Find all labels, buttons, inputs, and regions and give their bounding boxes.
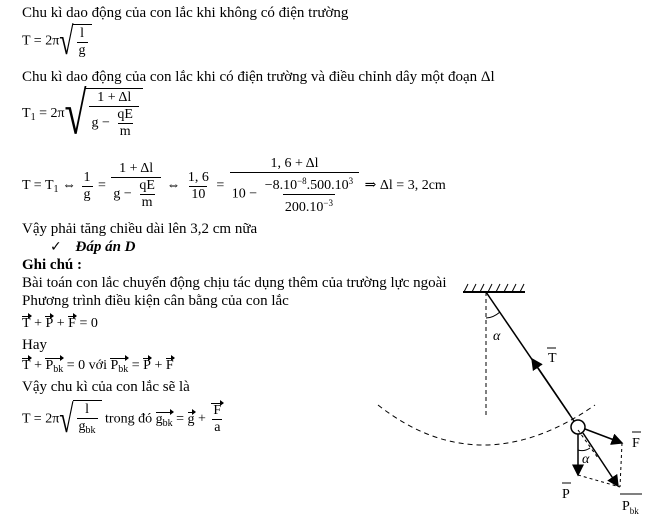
eq: = (128, 358, 144, 373)
tension-arrow (532, 359, 570, 415)
f1-den: g (83, 186, 91, 202)
eq: = (172, 411, 188, 427)
check-icon: ✓ (50, 239, 62, 255)
parallelogram-line-1 (578, 475, 620, 487)
f4-inner-num-b: .500.10 (306, 178, 349, 193)
label-Pbk (622, 499, 639, 516)
pbk2-sub: bk (118, 364, 129, 375)
chain-result: ⇒ Δl = 3, 2cm (361, 178, 446, 194)
angle-arc-bottom (578, 448, 590, 451)
formula-period-with-field: $T_1 = 2\pi$ √ 1 + Δl g − $\frac{qE}{m}$ (22, 88, 143, 140)
vec-gbk (156, 412, 173, 429)
vec-P: P (45, 316, 54, 331)
text-line-4: Vậy chu kì của con lắc sẽ là (22, 379, 190, 395)
pbk-sub: bk (53, 364, 64, 375)
f4-den (230, 172, 359, 216)
f2-inner-den: m (141, 195, 153, 210)
angle-arc-top (486, 312, 500, 318)
formula-eq: = 2π (35, 106, 65, 122)
f1-num: 1 (83, 169, 91, 185)
f4-inner-num-exp2: 3 (348, 176, 354, 186)
frac-num: 1 + Δl (97, 90, 132, 105)
trong-do: trong đó (101, 411, 156, 427)
parallelogram-line-2 (620, 443, 622, 487)
answer-line (50, 238, 136, 256)
formula-lhs: T (22, 106, 31, 122)
note-line-1: Bài toán con lắc chuyển động chịu tác dụng thêm của trường lực ngoài (22, 275, 447, 291)
label-T: T (548, 351, 557, 366)
frac-F: F (213, 403, 222, 418)
frac-num: l (85, 402, 89, 417)
chain-lhs-sub: 1 (53, 184, 59, 196)
ceiling-support (463, 284, 525, 292)
chain-iff2: ⇔ (162, 178, 184, 194)
formula-period-effective: T = 2π √ $\frac{l}{g_{bk}}$ trong đó $g_{bk} = g$ + $\frac{F}{a}$ (22, 397, 222, 441)
label-Pbk-sub: bk (629, 506, 639, 516)
plus: + (194, 411, 210, 427)
f2-den (111, 177, 160, 211)
inner-num: qE (117, 107, 133, 122)
vec-F: F (165, 358, 174, 373)
inner-den: m (119, 124, 131, 139)
vec-T: T (22, 358, 31, 373)
chain-lhs: T = T (22, 178, 54, 194)
gbk-sub: bk (162, 417, 173, 429)
frac-a: a (214, 420, 221, 435)
text-line-2: Chu kì dao động của con lắc khi có điện trường và điều chỉnh dây một đoạn Δl (22, 69, 495, 85)
formula-period-no-field: T = 2π √ $\frac{l}{g}$ (22, 24, 92, 59)
gbk-letter: g (155, 411, 163, 427)
label-F: F (632, 436, 640, 451)
plus: + (53, 316, 69, 331)
f2-inner-num: qE (139, 178, 155, 193)
eq-zero: = 0 (75, 316, 98, 331)
f4-num: 1, 6 + Δl (270, 156, 319, 171)
vec-g: g (187, 411, 195, 427)
f2-den-g: g − (113, 186, 136, 202)
f4-inner-den-exp: −3 (323, 198, 333, 208)
text-hay: Hay (22, 337, 47, 353)
equation-balance (22, 316, 98, 332)
f2-num: 1 + Δl (119, 161, 154, 176)
frac-den: g (78, 43, 86, 58)
f4-inner-den-a: 200.10 (284, 200, 324, 215)
chain-eq: = (212, 178, 228, 194)
frac-num: l (80, 26, 84, 41)
formula-equality-chain: $T = T_1$ ⇔ $\frac{1}{g}$ = 1 + Δl g − $\frac{qE}{m}$ ⇔ $\frac{1, 6}{10}$ = 1, 6 + Δl 10 − $\frac{-8.10^{-8}.500.10^3}{200.10^{-3}}$ ⇒ Δl = 3, 2cm (22, 156, 446, 215)
vec-Pbk (45, 358, 63, 375)
f4-inner-num (263, 173, 355, 194)
vec-F: F (68, 316, 76, 331)
plus: + (30, 316, 46, 331)
f4-inner-den (283, 194, 335, 216)
alpha-top-label: α (493, 329, 501, 344)
vec-Pbk-2 (110, 358, 128, 375)
den-sub: bk (85, 425, 96, 436)
note-line-2: Phương trình điều kiện cân bằng của con lắc (22, 293, 289, 309)
f4-den-a: 10 − (231, 186, 261, 202)
pendulum-diagram (360, 280, 657, 523)
text-line-3: Vậy phải tăng chiều dài lên 3,2 cm nữa (22, 221, 258, 237)
hay-mid: = 0 với (63, 358, 111, 373)
label-Pbk-letter: P (622, 499, 630, 514)
pbk2-letter: P (110, 358, 119, 373)
equation-hay (22, 358, 174, 375)
f4-inner-num-exp: −8 (297, 176, 307, 186)
chain-iff: ⇔ (58, 178, 80, 194)
text-line-1: Chu kì dao động của con lắc khi không có điện trường (22, 5, 349, 21)
frac-den (89, 106, 138, 140)
f3-den: 10 (191, 186, 206, 202)
answer-label: Đáp án D (75, 239, 136, 255)
plus: + (30, 358, 46, 373)
vec-P: P (143, 358, 151, 373)
den-g: g − (91, 115, 114, 131)
force-arrow (585, 429, 622, 443)
pendulum-bob (571, 420, 585, 434)
formula-lhs: T = 2π (22, 33, 60, 49)
label-P: P (562, 487, 570, 502)
formula-lhs: T = 2π (22, 411, 60, 427)
vec-T: T (22, 316, 31, 331)
f4-inner-num-a: −8.10 (264, 178, 298, 193)
plus: + (150, 358, 166, 373)
den-g: g (78, 419, 86, 434)
formula-lhs-sub: 1 (30, 112, 36, 124)
frac-den (77, 418, 98, 439)
alpha-bottom-label: α (582, 452, 590, 467)
note-title: Ghi chú : (22, 257, 83, 273)
pbk-letter: P (45, 358, 54, 373)
f3-num: 1, 6 (187, 169, 209, 185)
